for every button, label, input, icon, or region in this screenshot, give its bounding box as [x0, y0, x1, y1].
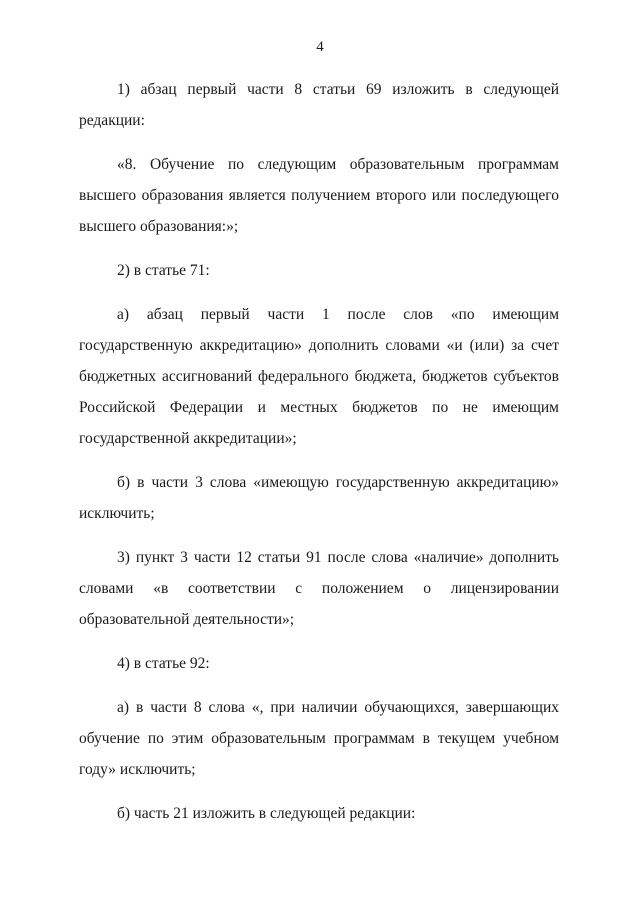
paragraph-subclause-2a: а) абзац первый части 1 после слов «по имеющим государственную аккредитацию» дополнить словами «и (или) за счет бюджетных ассигнований федерального бюджета, бюджетов субъектов Российской Федерации и местных бюджетов по не имеющим государственной аккредитации»;: [79, 306, 559, 447]
document-body: [79, 74, 559, 842]
page-number: 4: [316, 39, 324, 55]
paragraph-clause-2: 2) в статье 71:: [117, 262, 210, 279]
paragraph-clause-4: 4) в статье 92:: [117, 655, 210, 672]
paragraph-clause-3: 3) пункт 3 части 12 статьи 91 после слова «наличие» дополнить словами «в соответствии с положением о лицензировании образовательной деятельности»;: [79, 549, 559, 628]
paragraph-subclause-4a: а) в части 8 слова «, при наличии обучающихся, завершающих обучение по этим образовательным программам в текущем учебном году» исключить;: [79, 699, 559, 778]
paragraph-subclause-2b: б) в части 3 слова «имеющую государственную аккредитацию» исключить;: [79, 474, 559, 522]
paragraph-subclause-4b: б) часть 21 изложить в следующей редакции:: [117, 805, 416, 822]
paragraph-quoted-amendment: «8. Обучение по следующим образовательным программам высшего образования является получением второго или последующего высшего образования:»;: [79, 156, 559, 235]
paragraph-clause-1: 1) абзац первый части 8 статьи 69 изложить в следующей редакции:: [79, 81, 559, 129]
